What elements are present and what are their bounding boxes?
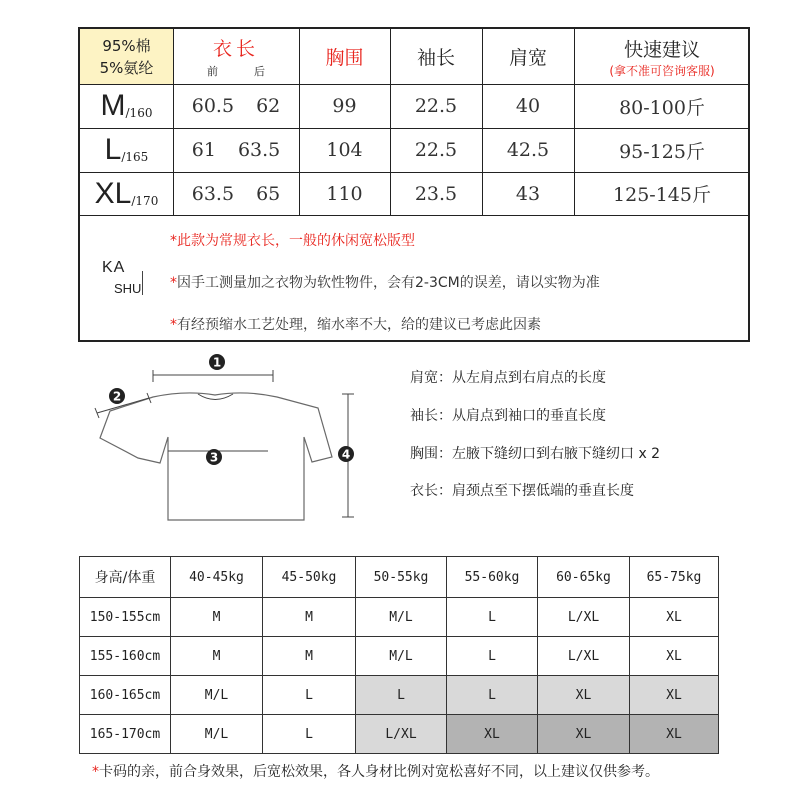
grid-line: [80, 172, 750, 173]
size-cell: XL: [630, 715, 719, 754]
header-advice-note: (拿不准可咨询客服): [609, 63, 715, 78]
height-header: 165-170cm: [80, 715, 171, 754]
note-text: 因手工测量加之衣物为软性物件，会有2-3CM的误差，请以实物为准: [177, 275, 600, 291]
size-cell: L: [447, 598, 538, 637]
row-m-weight: 80-100斤: [619, 96, 705, 119]
length-front: 60.5: [191, 95, 235, 117]
note-star: *: [170, 317, 177, 333]
header-chest: 胸围: [325, 47, 364, 69]
row-xl-shoulder: 43: [515, 182, 541, 205]
header-length-label: 衣长: [212, 38, 259, 60]
length-back: 63.5: [237, 139, 281, 161]
size-cell: M/L: [171, 715, 263, 754]
row-m-chest: 99: [332, 95, 357, 117]
header-sleeve: 袖长: [416, 47, 455, 69]
table-row: [80, 676, 719, 715]
weight-header: 55-60kg: [447, 557, 538, 598]
grid-line: [390, 29, 391, 215]
size-cell: M: [263, 598, 356, 637]
size-label: M: [100, 89, 126, 122]
size-recommendation-table: [79, 556, 719, 754]
note-3: [170, 314, 541, 334]
row-m-shoulder: 40: [515, 95, 541, 117]
size-cell: M: [263, 637, 356, 676]
size-cell: L/XL: [538, 637, 630, 676]
size-cell: L: [447, 637, 538, 676]
height-header: 150-155cm: [80, 598, 171, 637]
row-xl-length: [173, 172, 299, 215]
size-height: /160: [125, 106, 153, 120]
header-length-front: 前: [207, 65, 218, 78]
brand-logo-divider: [142, 271, 143, 295]
grid-line: [299, 29, 300, 215]
note-star: *: [170, 233, 177, 249]
garment-measurement-diagram: [80, 345, 380, 535]
size-cell: M/L: [356, 598, 447, 637]
note-text: 此款为常规衣长，一般的休闲宽松版型: [177, 233, 415, 249]
table-row: [80, 637, 719, 676]
row-l-shoulder: 42.5: [506, 139, 550, 161]
row-l-length: [173, 128, 299, 172]
length-back: 65: [256, 182, 281, 205]
marker-3-icon: [206, 449, 222, 465]
footer-text: 卡码的亲，前合身效果，后宽松效果，各人身材比例对宽松喜好不同，以上建议仅供参考。: [99, 764, 659, 780]
brand-logo: [102, 259, 152, 301]
brand-logo-top: KA: [102, 259, 126, 276]
note-2: [170, 272, 600, 292]
marker-4-icon: [338, 446, 354, 462]
size-cell: XL: [538, 676, 630, 715]
table-row: [80, 715, 719, 754]
size-label: L: [104, 133, 122, 166]
table-corner: 身高/体重: [80, 557, 171, 598]
grid-line: [80, 215, 750, 216]
row-l-sleeve: 22.5: [414, 139, 458, 161]
weight-header: 60-65kg: [538, 557, 630, 598]
size-cell: XL: [538, 715, 630, 754]
size-cell-m: [80, 84, 173, 128]
marker-1-icon: [209, 354, 225, 370]
brand-logo-bottom: SHU: [114, 281, 142, 296]
size-cell: XL: [630, 637, 719, 676]
marker-2-label: 2: [112, 389, 122, 404]
size-cell: L/XL: [356, 715, 447, 754]
size-height: /170: [131, 193, 159, 208]
note-text: 有经预缩水工艺处理，缩水率不大，给的建议已考虑此因素: [177, 317, 541, 333]
weight-header: 40-45kg: [171, 557, 263, 598]
row-m-length: [173, 84, 299, 128]
note-1: [170, 230, 415, 250]
size-cell: M: [171, 637, 263, 676]
marker-4-label: 4: [341, 447, 351, 462]
size-cell: M: [171, 598, 263, 637]
length-front: 61: [191, 139, 216, 161]
size-cell-l: [80, 128, 173, 172]
size-cell: XL: [447, 715, 538, 754]
material-spandex: 5%氨纶: [99, 58, 154, 77]
marker-3-label: 3: [209, 450, 219, 465]
row-l-weight: 95-125斤: [619, 140, 705, 163]
grid-line: [80, 84, 750, 85]
material-cell: [80, 29, 173, 84]
header-shoulder: 肩宽: [508, 47, 547, 69]
table-row: [80, 598, 719, 637]
header-advice: [574, 29, 750, 84]
size-cell: XL: [630, 676, 719, 715]
weight-header: 65-75kg: [630, 557, 719, 598]
header-length: [173, 29, 299, 84]
weight-header: 45-50kg: [263, 557, 356, 598]
size-height: /165: [121, 150, 149, 164]
size-cell-xl: [80, 172, 173, 215]
material-cotton: 95%棉: [102, 36, 151, 55]
height-header: 155-160cm: [80, 637, 171, 676]
size-cell: L: [356, 676, 447, 715]
row-xl-weight: 125-145斤: [613, 184, 711, 206]
height-header: 160-165cm: [80, 676, 171, 715]
size-cell: L: [263, 715, 356, 754]
header-length-back: 后: [254, 65, 265, 78]
legend-sleeve: 袖长：从肩点到袖口的垂直长度: [410, 408, 606, 424]
size-label: XL: [94, 176, 132, 210]
size-chart-table: [78, 27, 750, 342]
row-xl-chest: 110: [326, 182, 363, 205]
legend-shoulder: 肩宽：从左肩点到右肩点的长度: [410, 370, 606, 386]
marker-2-icon: [109, 388, 125, 404]
grid-line: [574, 29, 575, 215]
row-m-sleeve: 22.5: [414, 95, 458, 117]
header-advice-label: 快速建议: [623, 38, 700, 61]
size-cell: XL: [630, 598, 719, 637]
legend-chest: 胸围：左腋下缝纫口到右腋下缝纫口 x 2: [410, 446, 661, 462]
footer-note: [92, 761, 659, 781]
legend-length: 衣长：肩颈点至下摆低端的垂直长度: [410, 483, 634, 499]
table-header-row: [80, 557, 719, 598]
footer-star: *: [92, 764, 99, 780]
size-cell: L: [263, 676, 356, 715]
grid-line: [80, 128, 750, 129]
size-cell: M/L: [171, 676, 263, 715]
row-xl-sleeve: 23.5: [414, 182, 458, 205]
weight-header: 50-55kg: [356, 557, 447, 598]
size-cell: L: [447, 676, 538, 715]
grid-line: [173, 29, 174, 215]
note-star: *: [170, 275, 177, 291]
grid-line: [482, 29, 483, 215]
size-cell: L/XL: [538, 598, 630, 637]
length-back: 62: [256, 95, 281, 117]
length-front: 63.5: [191, 182, 235, 205]
marker-1-label: 1: [212, 355, 222, 370]
row-l-chest: 104: [326, 139, 363, 161]
size-cell: M/L: [356, 637, 447, 676]
